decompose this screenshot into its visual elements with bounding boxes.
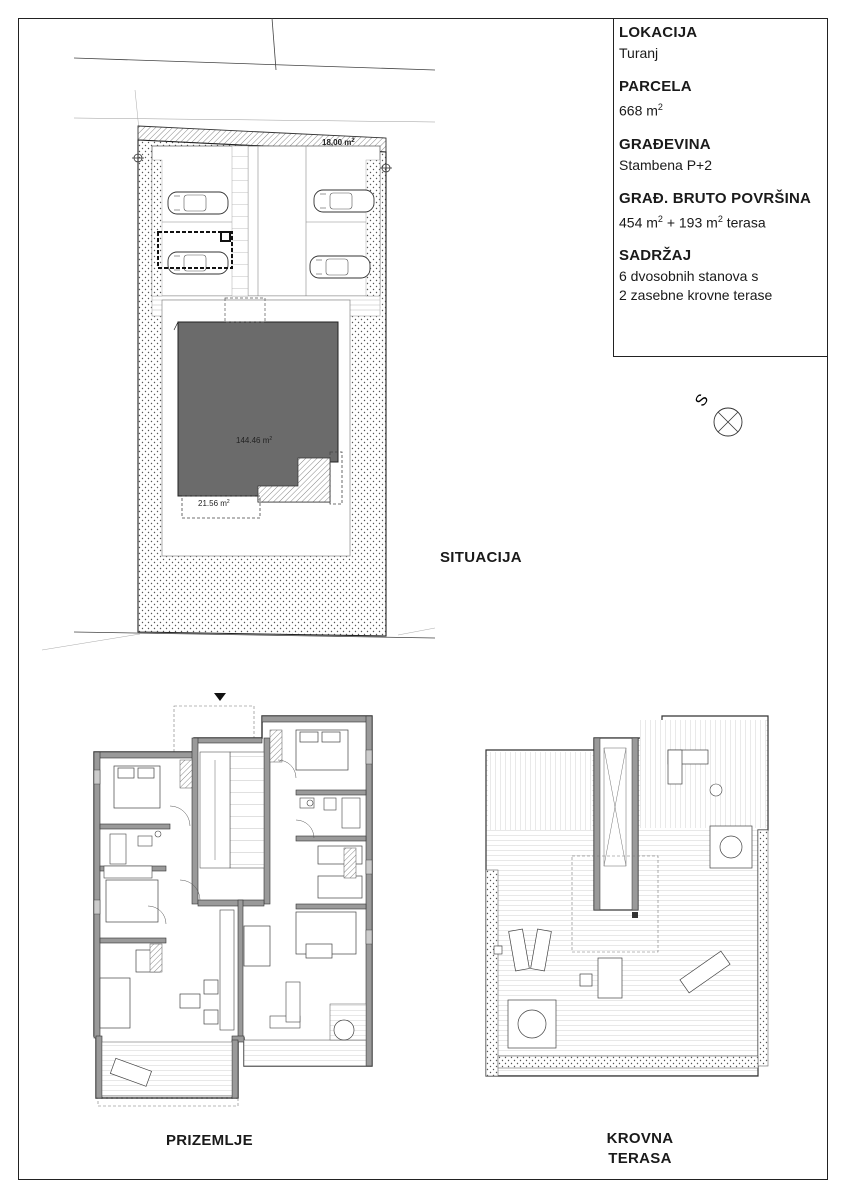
site-plan (42, 18, 742, 650)
krovna-label-line1: KROVNA (606, 1130, 674, 1147)
prizemlje-label: PRIZEMLJE (166, 1132, 253, 1149)
sadrzaj-title: SADRŽAJ (619, 247, 692, 265)
parcela-title: PARCELA (619, 78, 692, 95)
lokacija-title: LOKACIJA (619, 24, 698, 41)
situacija-label: SITUACIJA (440, 549, 522, 566)
parcel-width-label: 18,00 $m^2$ (322, 138, 355, 147)
north-compass-icon (692, 391, 742, 436)
hatched-area-label: 21.56 $m^2$ (198, 499, 230, 508)
bruto-value: 454 $m^2 + 193$ $m^2$ terasa (619, 213, 766, 231)
gradevina-value: Stambena P+2 (619, 156, 713, 173)
building-area-label: 144.46 $m^2$ (236, 436, 273, 445)
entrance-arrow-icon (214, 693, 226, 701)
north-letter: S (692, 391, 713, 410)
bruto-title: GRAĐ. BRUTO POVRŠINA (619, 189, 812, 207)
lokacija-value: Turanj (619, 45, 659, 61)
krovna-label-line2: TERASA (608, 1150, 672, 1167)
sadrzaj-line1: 6 dvosobnih stanova s (619, 268, 759, 285)
parcela-value: 668 $m^2$ (619, 102, 663, 119)
gradevina-title: GRAĐEVINA (619, 135, 711, 153)
sadrzaj-line2: 2 zasebne krovne terase (619, 287, 773, 304)
ground-floor-plan (94, 693, 372, 1106)
roof-terrace-plan (486, 716, 768, 1076)
